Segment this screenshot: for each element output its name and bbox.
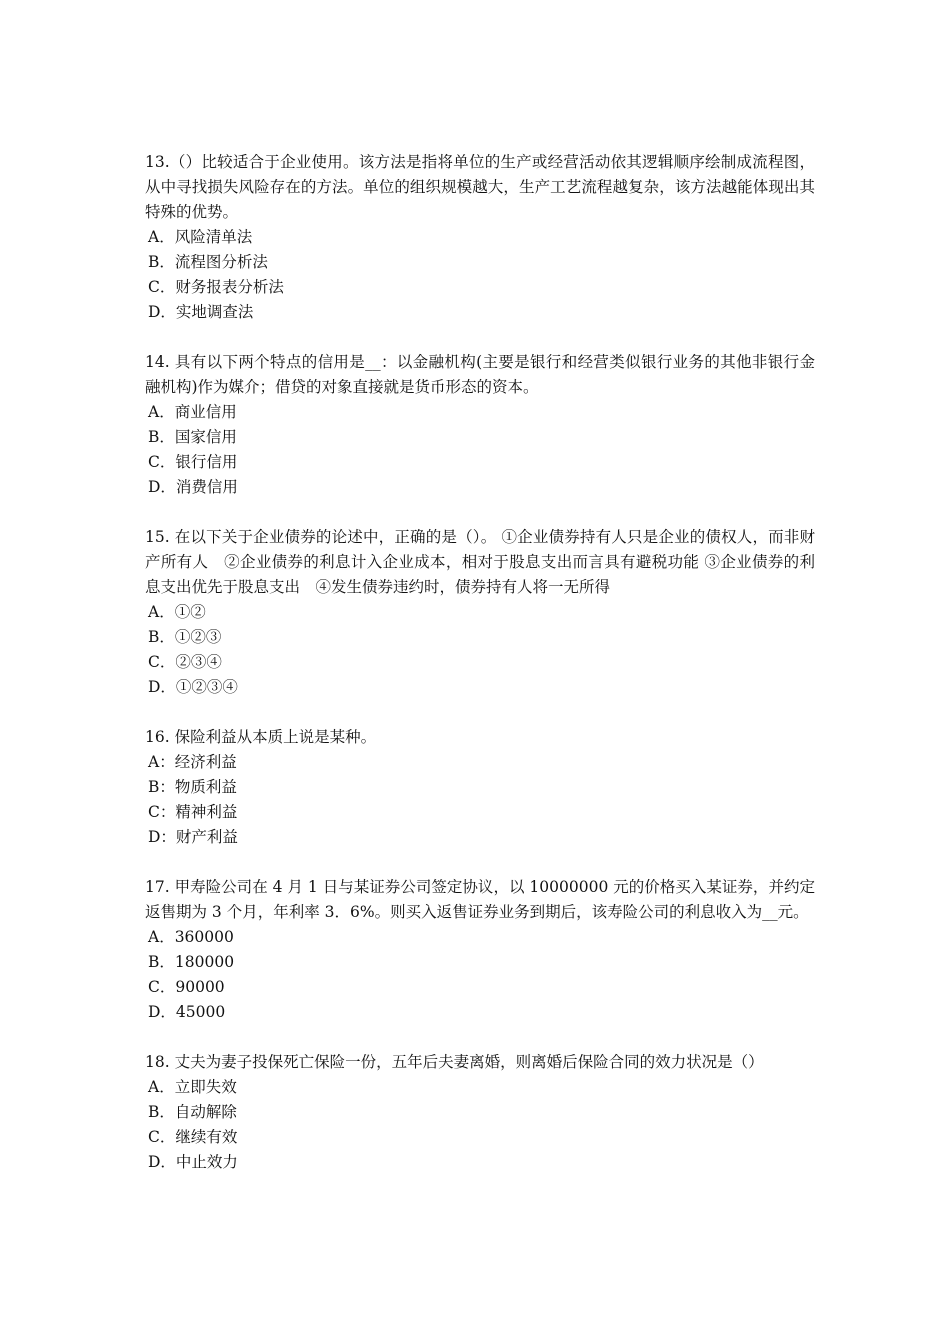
option-b: B．流程图分析法	[148, 253, 268, 271]
option-d: D．①②③④	[148, 678, 238, 696]
option-c: C．继续有效	[148, 1128, 238, 1146]
option-d: D：财产利益	[148, 828, 238, 846]
question-13	[145, 150, 815, 325]
question-stem: 16. 保险利益从本质上说是某种。	[145, 728, 377, 746]
option-a: A．风险清单法	[148, 228, 253, 246]
question-16	[145, 725, 815, 850]
option-b: B．180000	[148, 953, 235, 971]
question-stem: 18. 丈夫为妻子投保死亡保险一份，五年后夫妻离婚，则离婚后保险合同的效力状况是（）	[145, 1053, 764, 1071]
option-b: B．国家信用	[148, 428, 237, 446]
question-17	[145, 875, 815, 1025]
question-stem: 13.（）比较适合于企业使用。该方法是指将单位的生产或经营活动依其逻辑顺序绘制成流程图，从中寻找损失风险存在的方法。单位的组织规模越大，生产工艺流程越复杂，该方法越能体现出其特殊的优势。	[145, 153, 815, 221]
option-b: B：物质利益	[148, 778, 237, 796]
option-a: A．立即失效	[148, 1078, 237, 1096]
question-stem: 14. 具有以下两个特点的信用是__：以金融机构(主要是银行和经营类似银行业务的其他非银行金融机构)作为媒介；借贷的对象直接就是货币形态的资本。	[145, 353, 815, 396]
option-d: D．消费信用	[148, 478, 238, 496]
option-d: D．实地调查法	[148, 303, 254, 321]
option-c: C．90000	[148, 978, 225, 996]
option-c: C．银行信用	[148, 453, 238, 471]
question-stem: 17. 甲寿险公司在 4 月 1 日与某证券公司签定协议，以 10000000 元的价格买入某证券，并约定返售期为 3 个月，年利率 3．6%。则买入返售证券业务到期后，该寿险公司的利息收入为__元。	[145, 878, 815, 921]
question-14	[145, 350, 815, 500]
option-a: A：经济利益	[148, 753, 237, 771]
option-d: D．45000	[148, 1003, 226, 1021]
option-a: A．360000	[148, 928, 234, 946]
option-d: D．中止效力	[148, 1153, 238, 1171]
option-b: B．自动解除	[148, 1103, 237, 1121]
question-15	[145, 525, 815, 700]
document-page	[145, 150, 815, 1200]
option-c: C：精神利益	[148, 803, 238, 821]
question-18	[145, 1050, 815, 1175]
option-a: A．①②	[148, 603, 206, 621]
option-a: A．商业信用	[148, 403, 237, 421]
option-b: B．①②③	[148, 628, 222, 646]
option-c: C．财务报表分析法	[148, 278, 284, 296]
question-stem: 15. 在以下关于企业债券的论述中，正确的是（）。 ①企业债券持有人只是企业的债权人，而非财产所有人 ②企业债券的利息计入企业成本，相对于股息支出而言具有避税功能 ③企业债券的利息支出优先于股息支出 ④发生债券违约时，债券持有人将一无所得	[145, 528, 815, 596]
option-c: C．②③④	[148, 653, 222, 671]
